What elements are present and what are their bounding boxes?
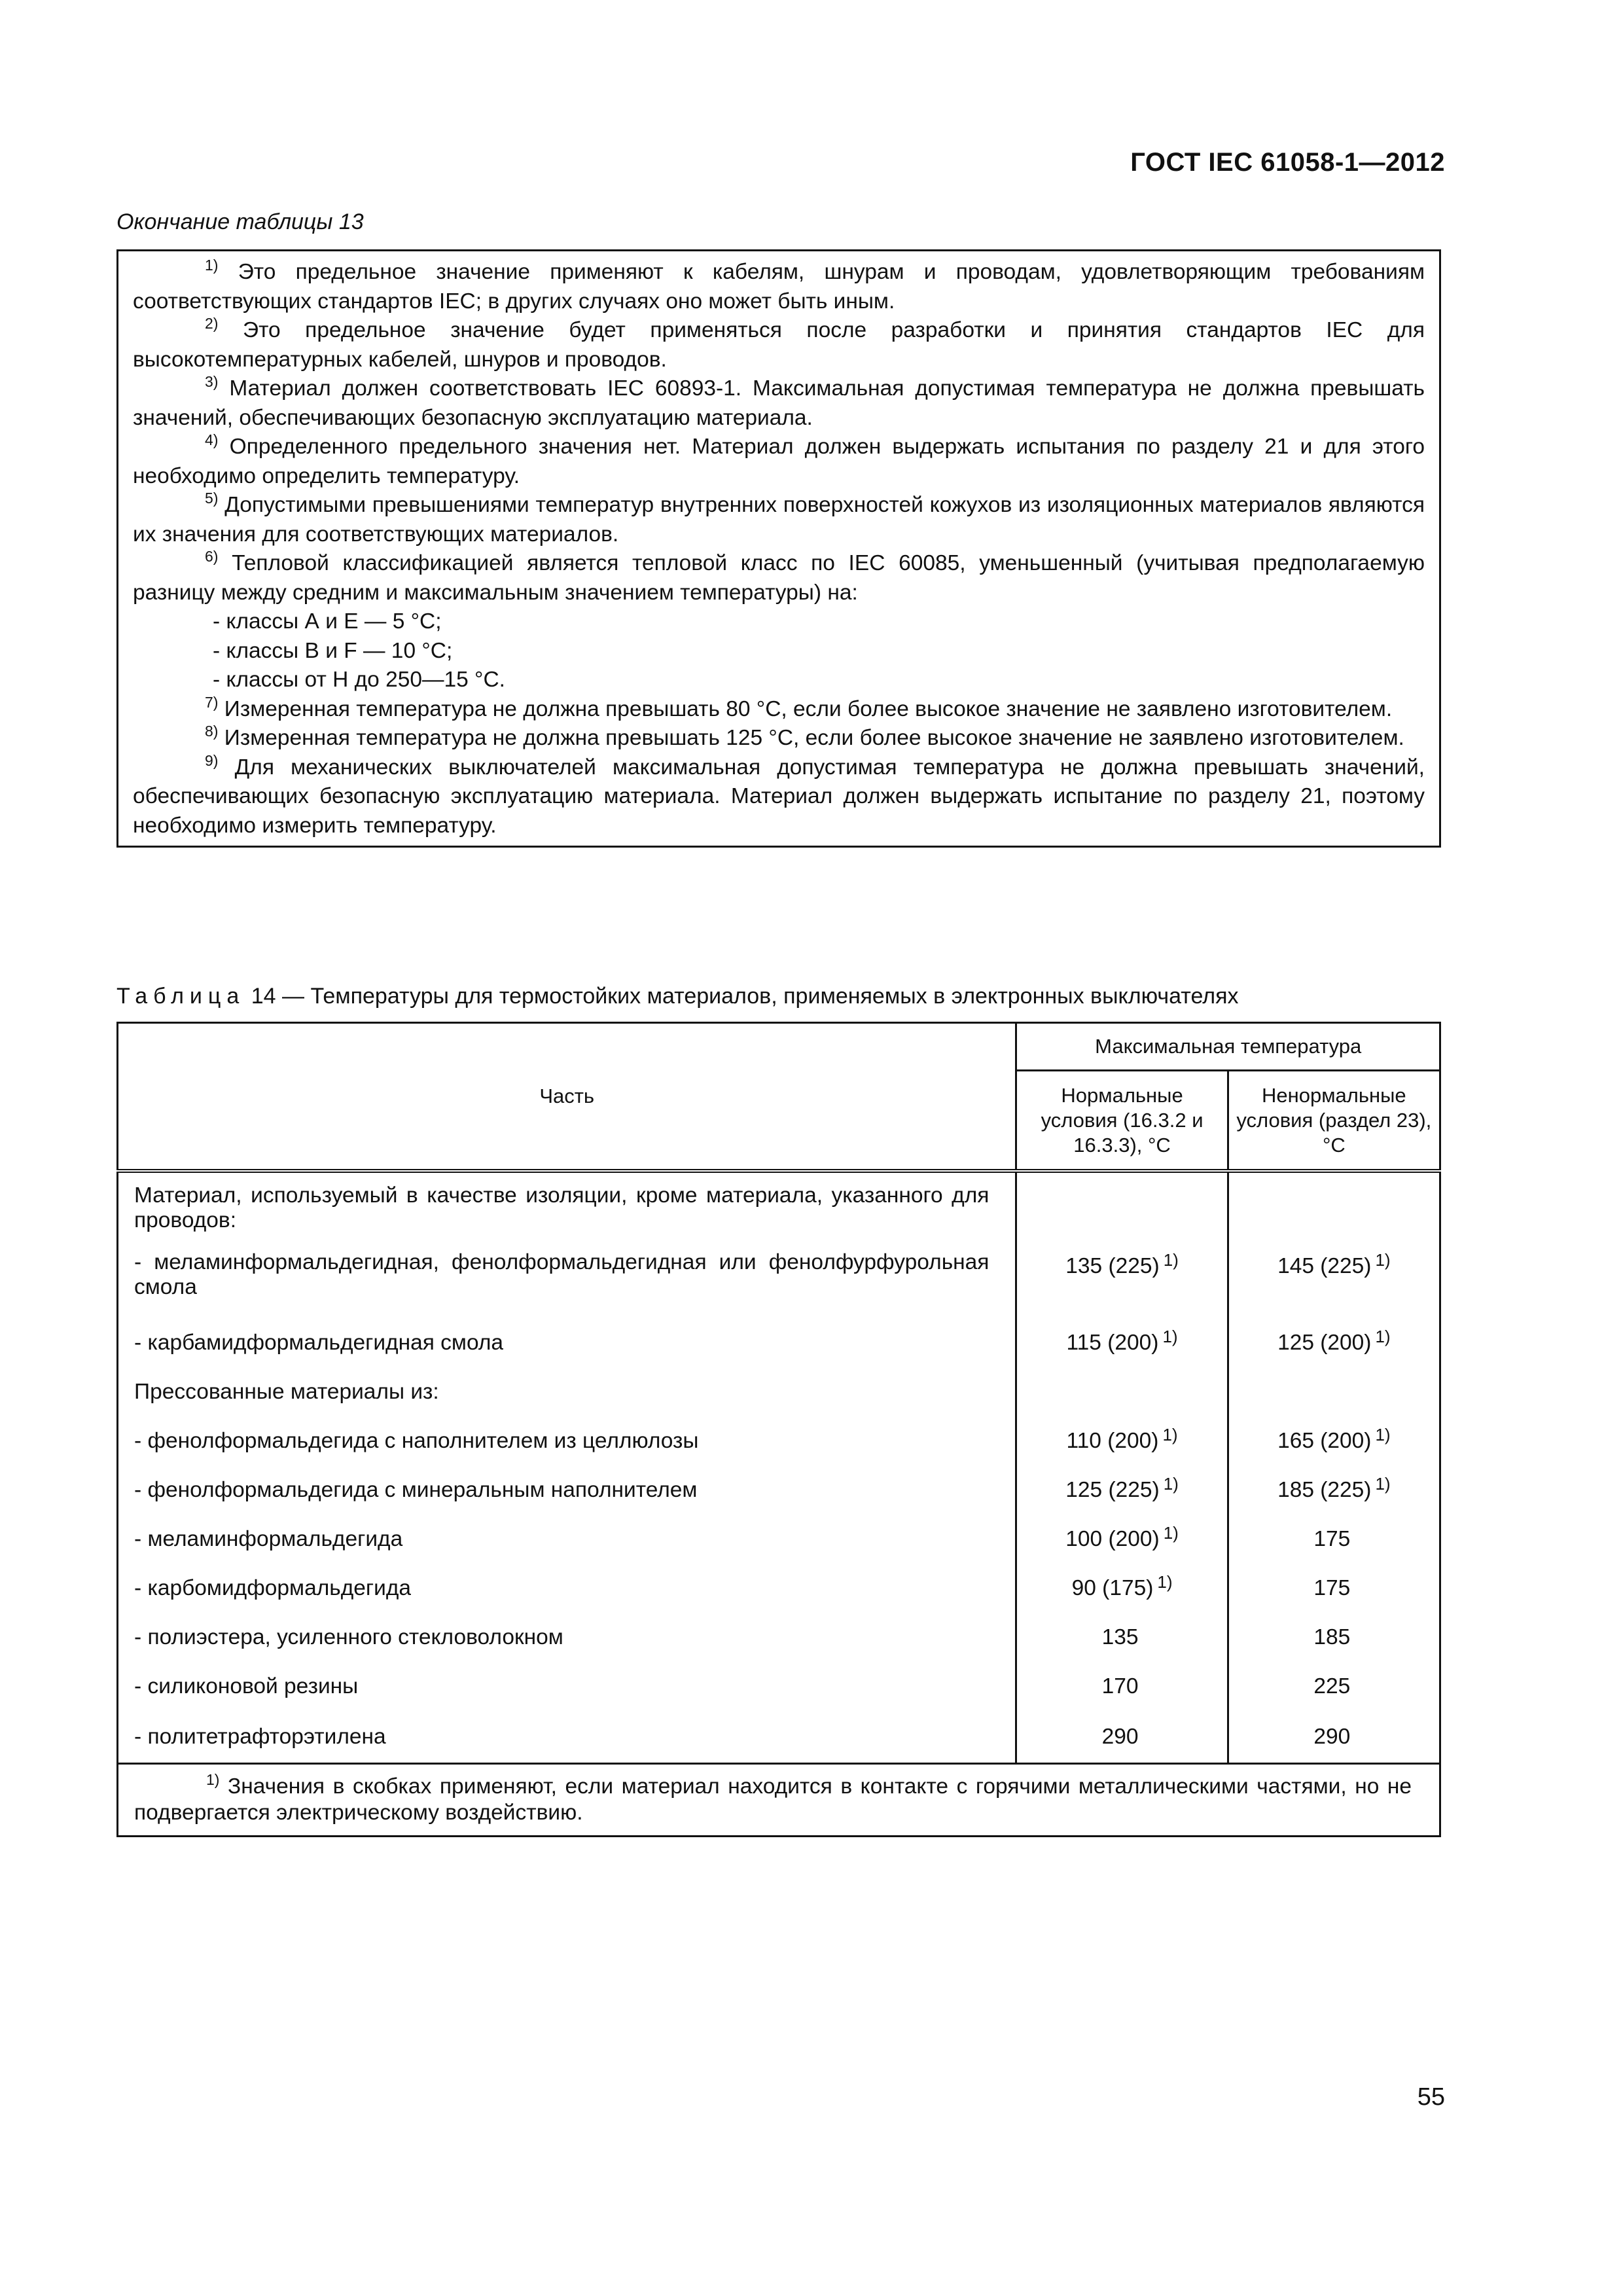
- row-part: - силиконовой резины: [118, 1662, 1016, 1712]
- table-13-note: $^{9)}$ Для механических выключателей максимальная допустимая температура не должна превышать значений, обеспечивающих безопасную эксплуатацию материала. Материал должен выдержать испытание по разделу 21, поэтому необходимо измерить температуру.: [133, 751, 1425, 838]
- row-part: Материал, используемый в качестве изоляции, кроме материала, указанного для проводов:: [118, 1171, 1016, 1245]
- row-normal: 125 (225) $^{1)}$: [1016, 1466, 1228, 1515]
- row-normal: 135 (225) $^{1)}$: [1016, 1245, 1228, 1319]
- row-abnormal: 185 (225) $^{1)}$: [1228, 1466, 1440, 1515]
- table-13-note: $^{2)}$ Это предельное значение будет применяться после разработки и принятия стандартов IEC для высокотемпературных кабелей, шнуров и проводов.: [133, 315, 1425, 372]
- row-abnormal: [1228, 1368, 1440, 1417]
- row-normal: 135: [1016, 1613, 1228, 1662]
- table-row: [118, 1466, 1440, 1515]
- table-14-caption: [116, 984, 1238, 1009]
- table-13-note: $^{4)}$ Определенного предельного значения нет. Материал должен выдержать испытания по разделу 21 и для этого необходимо определить температуру.: [133, 431, 1425, 488]
- table-13-note: $^{3)}$ Материал должен соответствовать IEC 60893-1. Максимальная допустимая температура не должна превышать значений, обеспечивающих безопасную эксплуатацию материала.: [133, 373, 1425, 430]
- note-list-item: - классы А и Е — 5 °С;: [213, 609, 442, 634]
- table-14: [116, 1022, 1441, 1837]
- page-number: 55: [1417, 2083, 1445, 2111]
- row-part: - политетрафторэтилена: [118, 1712, 1016, 1764]
- header-abnormal-conditions: Ненормальные условия (раздел 23), °С: [1228, 1071, 1440, 1171]
- table-13-continuation-caption: Окончание таблицы 13: [116, 209, 364, 234]
- row-normal: [1016, 1368, 1228, 1417]
- row-part: - меламинформальдегида: [118, 1515, 1016, 1564]
- table-13-note: $^{1)}$ Это предельное значение применяют к кабелям, шнурам и проводам, удовлетворяющим требованиям соответствующих стандартов IEC; в других случаях оно может быть иным.: [133, 257, 1425, 314]
- row-part: Прессованные материалы из:: [118, 1368, 1016, 1417]
- row-part: - карбамидформальдегидная смола: [118, 1319, 1016, 1368]
- row-abnormal: 175: [1228, 1564, 1440, 1613]
- row-normal: [1016, 1171, 1228, 1245]
- table-row: [118, 1245, 1440, 1319]
- table-row: [118, 1417, 1440, 1466]
- row-normal: 110 (200) $^{1)}$: [1016, 1417, 1228, 1466]
- table-14-footnote: $^{1)}$ Значения в скобках применяют, если материал находится в контакте с горячими металлическими частями, но не подвергается электрическому воздействию.: [118, 1764, 1440, 1837]
- table-row: [118, 1613, 1440, 1662]
- table-13-note: $^{6)}$ Тепловой классификацией является тепловой класс по IEC 60085, уменьшенный (учитывая предполагаемую разницу между средним и максимальным значением температуры) на: - классы А и Е — 5 °С; - классы В и F — 10 °С; - классы от Н до 250—15 °С.: [133, 549, 1425, 695]
- table-14-caption-title: 14 — Температуры для термостойких материалов, применяемых в электронных выключателях: [245, 984, 1239, 1009]
- row-normal: 115 (200) $^{1)}$: [1016, 1319, 1228, 1368]
- row-part: - меламинформальдегидная, фенолформальдегидная или фенолфурфурольная смола: [118, 1245, 1016, 1319]
- row-part: - фенолформальдегида с наполнителем из целлюлозы: [118, 1417, 1016, 1466]
- row-part: - карбомидформальдегида: [118, 1564, 1016, 1613]
- row-abnormal: 225: [1228, 1662, 1440, 1712]
- row-normal: 90 (175) $^{1)}$: [1016, 1564, 1228, 1613]
- header-max-temperature: Максимальная температура: [1016, 1023, 1440, 1071]
- table-row: [118, 1712, 1440, 1764]
- row-part: - фенолформальдегида с минеральным наполнителем: [118, 1466, 1016, 1515]
- table-row: [118, 1564, 1440, 1613]
- row-abnormal: [1228, 1171, 1440, 1245]
- table-14-footnote-row: [118, 1764, 1440, 1837]
- table-13-note: $^{5)}$ Допустимыми превышениями температур внутренних поверхностей кожухов из изоляционных материалов являются их значения для соответствующих материалов.: [133, 490, 1425, 547]
- table-13-note: $^{8)}$ Измеренная температура не должна превышать 125 °С, если более высокое значение не заявлено изготовителем.: [205, 723, 1404, 750]
- table-row: [118, 1368, 1440, 1417]
- table-row: [118, 1319, 1440, 1368]
- table-row: [118, 1171, 1440, 1245]
- note-list-item: - классы В и F — 10 °С;: [213, 638, 453, 663]
- document-code: ГОСТ IEC 61058-1—2012: [1130, 148, 1445, 177]
- row-normal: 170: [1016, 1662, 1228, 1712]
- table-13-notes: [116, 249, 1441, 848]
- row-abnormal: 145 (225) $^{1)}$: [1228, 1245, 1440, 1319]
- table-14-caption-word: Таблица: [116, 984, 245, 1009]
- header-normal-conditions: Нормальные условия (16.3.2 и 16.3.3), °С: [1016, 1071, 1228, 1171]
- row-normal: 290: [1016, 1712, 1228, 1764]
- table-13-note: $^{7)}$ Измеренная температура не должна превышать 80 °С, если более высокое значение не заявлено изготовителем.: [205, 693, 1393, 721]
- row-abnormal: 165 (200) $^{1)}$: [1228, 1417, 1440, 1466]
- row-abnormal: 125 (200) $^{1)}$: [1228, 1319, 1440, 1368]
- row-abnormal: 185: [1228, 1613, 1440, 1662]
- table-row: [118, 1662, 1440, 1712]
- note-list-item: - классы от Н до 250—15 °С.: [213, 668, 505, 692]
- table-row: [118, 1515, 1440, 1564]
- row-abnormal: 290: [1228, 1712, 1440, 1764]
- row-part: - полиэстера, усиленного стекловолокном: [118, 1613, 1016, 1662]
- row-abnormal: 175: [1228, 1515, 1440, 1564]
- row-normal: 100 (200) $^{1)}$: [1016, 1515, 1228, 1564]
- header-part: Часть: [118, 1023, 1016, 1171]
